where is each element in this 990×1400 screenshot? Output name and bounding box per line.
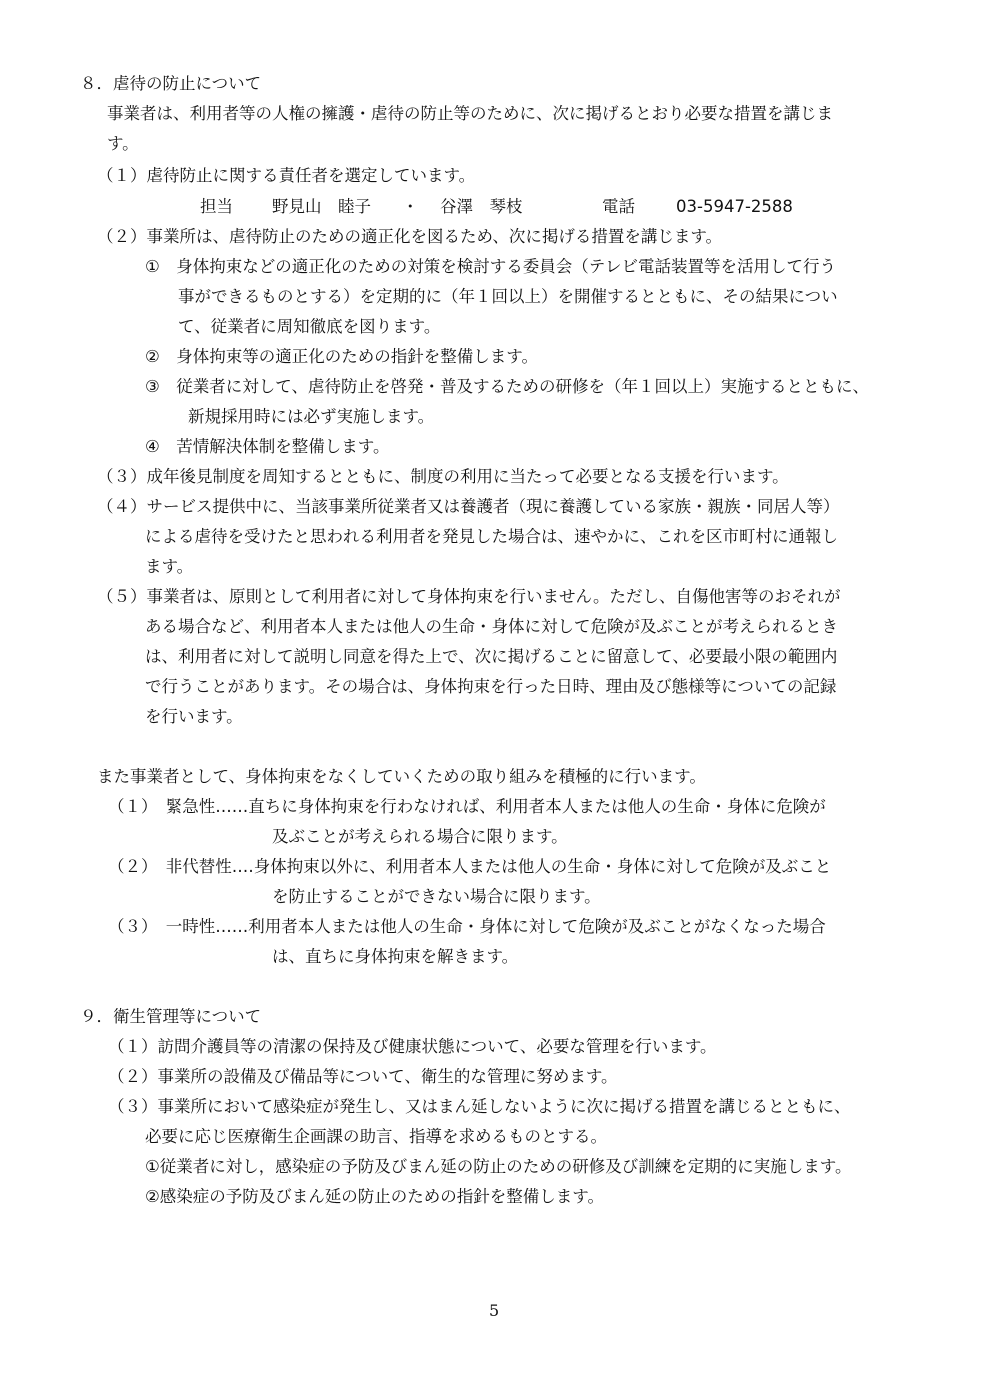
restraint-temporariness-line-2: は、直ちに身体拘束を解きます。 <box>272 947 519 966</box>
section-9-measure-1: ①従業者に対し，感染症の予防及びまん延の防止のための研修及び訓練を定期的に実施します。 <box>145 1157 852 1176</box>
item-4-line-1: （４）サービス提供中に、当該事業所従業者又は養護者（現に養護している家族・親族・同居人等） <box>97 497 840 516</box>
measure-3-line-2: 新規採用時には必ず実施します。 <box>188 407 435 426</box>
contact-separator: ・ <box>402 197 419 216</box>
measure-1-line-1: ① 身体拘束などの適正化のための対策を検討する委員会（テレビ電話装置等を活用して行う <box>145 257 836 276</box>
page-number: 5 <box>489 1301 500 1320</box>
measure-1-line-3: て、従業者に周知徹底を図ります。 <box>178 317 441 336</box>
section-9-item-3-line-2: 必要に応じ医療衛生企画課の助言、指導を求めるものとする。 <box>145 1127 607 1146</box>
section-9-item-1: （１）訪問介護員等の清潔の保持及び健康状態について、必要な管理を行います。 <box>108 1037 717 1056</box>
item-5-line-3: は、利用者に対して説明し同意を得た上で、次に掲げることに留意して、必要最小限の範囲内 <box>145 647 838 666</box>
item-1-responsible-person: （１）虐待防止に関する責任者を選定しています。 <box>97 166 476 185</box>
restraint-non-substitutability-line-2: を防止することができない場合に限ります。 <box>272 887 601 906</box>
measure-2: ② 身体拘束等の適正化のための指針を整備します。 <box>145 347 538 366</box>
contact-name-2: 谷澤 琴枝 <box>440 197 523 216</box>
contact-line <box>200 196 793 218</box>
item-4-line-2: による虐待を受けたと思われる利用者を発見した場合は、速やかに、これを区市町村に通報し <box>145 527 838 546</box>
measure-4: ④ 苦情解決体制を整備します。 <box>145 437 390 456</box>
section-8-heading: ８．虐待の防止について <box>80 74 262 93</box>
item-2-measures: （２）事業所は、虐待防止のための適正化を図るため、次に掲げる措置を講じます。 <box>97 227 723 246</box>
restraint-temporariness-line-1: （３） 一時性‥‥‥利用者本人または他人の生命・身体に対して危険が及ぶことがなくなった場合 <box>108 917 826 936</box>
section-8-intro-line-1: 事業者は、利用者等の人権の擁護・虐待の防止等のために、次に掲げるとおり必要な措置を講じま <box>107 104 833 123</box>
item-4-line-3: ます。 <box>145 557 194 576</box>
item-5-line-1: （５）事業者は、原則として利用者に対して身体拘束を行いません。ただし、自傷他害等のおそれが <box>97 587 841 606</box>
item-5-line-2: ある場合など、利用者本人または他人の生命・身体に対して危険が及ぶことが考えられるとき <box>145 617 838 636</box>
item-5-line-5: を行います。 <box>145 707 243 726</box>
section-9-heading: ９．衛生管理等について <box>80 1007 262 1026</box>
section-9-measure-2: ②感染症の予防及びまん延の防止のための指針を整備します。 <box>145 1187 604 1206</box>
section-9-item-2: （２）事業所の設備及び備品等について、衛生的な管理に努めます。 <box>108 1067 618 1086</box>
section-9-item-3-line-1: （３）事業所において感染症が発生し、又はまん延しないように次に掲げる措置を講じるとともに、 <box>108 1097 851 1116</box>
restraint-urgency-line-2: 及ぶことが考えられる場合に限ります。 <box>272 827 568 846</box>
contact-name-1: 野見山 睦子 <box>272 197 371 216</box>
restraint-urgency-line-1: （１） 緊急性‥‥‥直ちに身体拘束を行わなければ、利用者本人または他人の生命・身体に危険が <box>108 797 826 816</box>
restraint-non-substitutability-line-1: （２） 非代替性‥‥身体拘束以外に、利用者本人または他人の生命・身体に対して危険が及ぶこと <box>108 857 832 876</box>
item-3-guardianship: （３）成年後見制度を周知するとともに、制度の利用に当たって必要となる支援を行います。 <box>97 467 789 486</box>
contact-tel-label: 電話 <box>602 197 635 216</box>
measure-3-line-1: ③ 従業者に対して、虐待防止を啓発・普及するための研修を（年１回以上）実施するとともに、 <box>145 377 869 396</box>
item-5-line-4: で行うことがあります。その場合は、身体拘束を行った日時、理由及び態様等についての記録 <box>145 677 837 696</box>
contact-role: 担当 <box>200 197 233 216</box>
section-8-intro-line-2: す。 <box>107 134 139 153</box>
contact-tel-number: 03-5947-2588 <box>676 197 793 216</box>
restraint-intro: また事業者として、身体拘束をなくしていくための取り組みを積極的に行います。 <box>97 767 706 786</box>
measure-1-line-2: 事ができるものとする）を定期的に（年１回以上）を開催するとともに、その結果につい <box>178 287 838 306</box>
